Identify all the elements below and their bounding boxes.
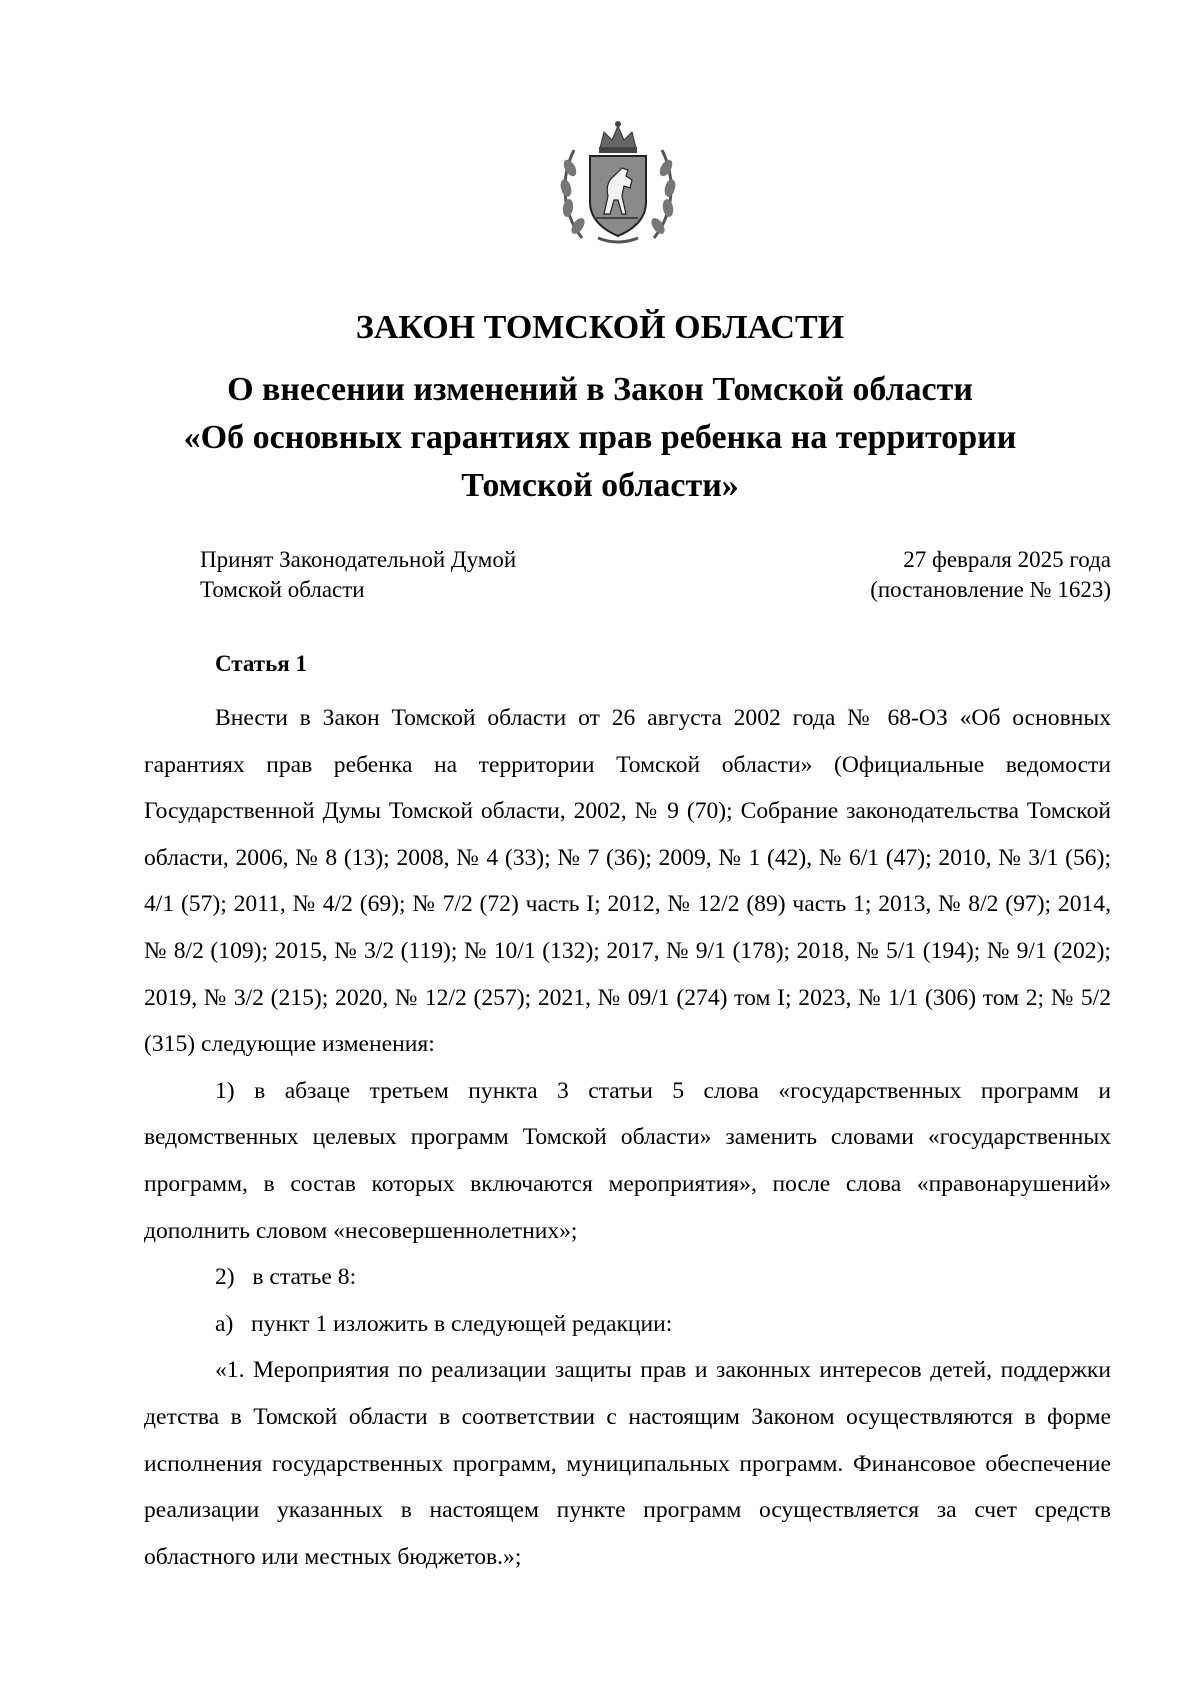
item-number: 1) bbox=[215, 1077, 235, 1104]
list-item bbox=[144, 1301, 1111, 1348]
law-subject bbox=[100, 366, 1100, 510]
adoption-date: 27 февраля 2025 года bbox=[903, 547, 1111, 572]
law-subject-line: Томской области» bbox=[461, 467, 739, 504]
law-title: ЗАКОН ТОМСКОЙ ОБЛАСТИ bbox=[355, 309, 845, 346]
resolution-number: (постановление № 1623) bbox=[870, 577, 1111, 602]
law-subject-line: О внесении изменений в Закон Томской области bbox=[227, 371, 973, 408]
intro-paragraph: Внести в Закон Томской области от 26 августа 2002 года № 68-ОЗ «Об основных гарантиях прав ребенка на территории Томской области» (Официальные ведомости Государственной Думы Томской области, 2002, № 9 (70); Собрание законодательства Томской области, 2006, № 8 (13); 2008, № 4 (33); № 7 (36); 2009, № 1 (42), № 6/1 (47); 2010, № 3/1 (56); 4/1 (57); 2011, № 4/2 (69); № 7/2 (72) часть I; 2012, № 12/2 (89) часть 1; 2013, № 8/2 (97); 2014, № 8/2 (109); 2015, № 3/2 (119); № 10/1 (132); 2017, № 9/1 (178); 2018, № 5/1 (194); № 9/1 (202); 2019, № 3/2 (215); 2020, № 12/2 (257); 2021, № 09/1 (274) том I; 2023, № 1/1 (306) том 2; № 5/2 (315) следующие изменения: bbox=[144, 705, 1111, 1058]
list-item bbox=[144, 1254, 1111, 1301]
item-text: в статье 8: bbox=[252, 1264, 357, 1291]
adopted-by-line: Принят Законодательной Думой bbox=[200, 547, 517, 572]
item-number: а) bbox=[215, 1310, 234, 1337]
adopted-by-line: Томской области bbox=[200, 577, 365, 602]
article-heading: Статья 1 bbox=[215, 651, 307, 676]
quoted-paragraph: «1. Мероприятия по реализации защиты прав и законных интересов детей, поддержки детства в Томской области в соответствии с настоящим Законом осуществляются в форме исполнения государственных программ, муниципальных программ. Финансовое обеспечение реализации указанных в настоящем пункте программ осуществляется за счет средств областного или местных бюджетов.»; bbox=[144, 1357, 1111, 1570]
adoption-date-block bbox=[870, 545, 1111, 605]
item-text: в абзаце третьем пункта 3 статьи 5 слова «государственных программ и ведомственных целевых программ Томской области» заменить словами «государственных программ, в состав которых включаются мероприятия», после слова «правонарушений» дополнить словом «несовершеннолетних»; bbox=[144, 1077, 1112, 1244]
article-body bbox=[144, 695, 1111, 1580]
list-item bbox=[144, 1068, 1111, 1254]
adopted-by bbox=[200, 545, 516, 605]
item-number: 2) bbox=[215, 1264, 235, 1291]
tomsk-oblast-coat-of-arms-icon bbox=[552, 118, 684, 250]
law-subject-line: «Об основных гарантиях прав ребенка на территории bbox=[183, 419, 1017, 456]
item-text: пункт 1 изложить в следующей редакции: bbox=[251, 1310, 673, 1337]
